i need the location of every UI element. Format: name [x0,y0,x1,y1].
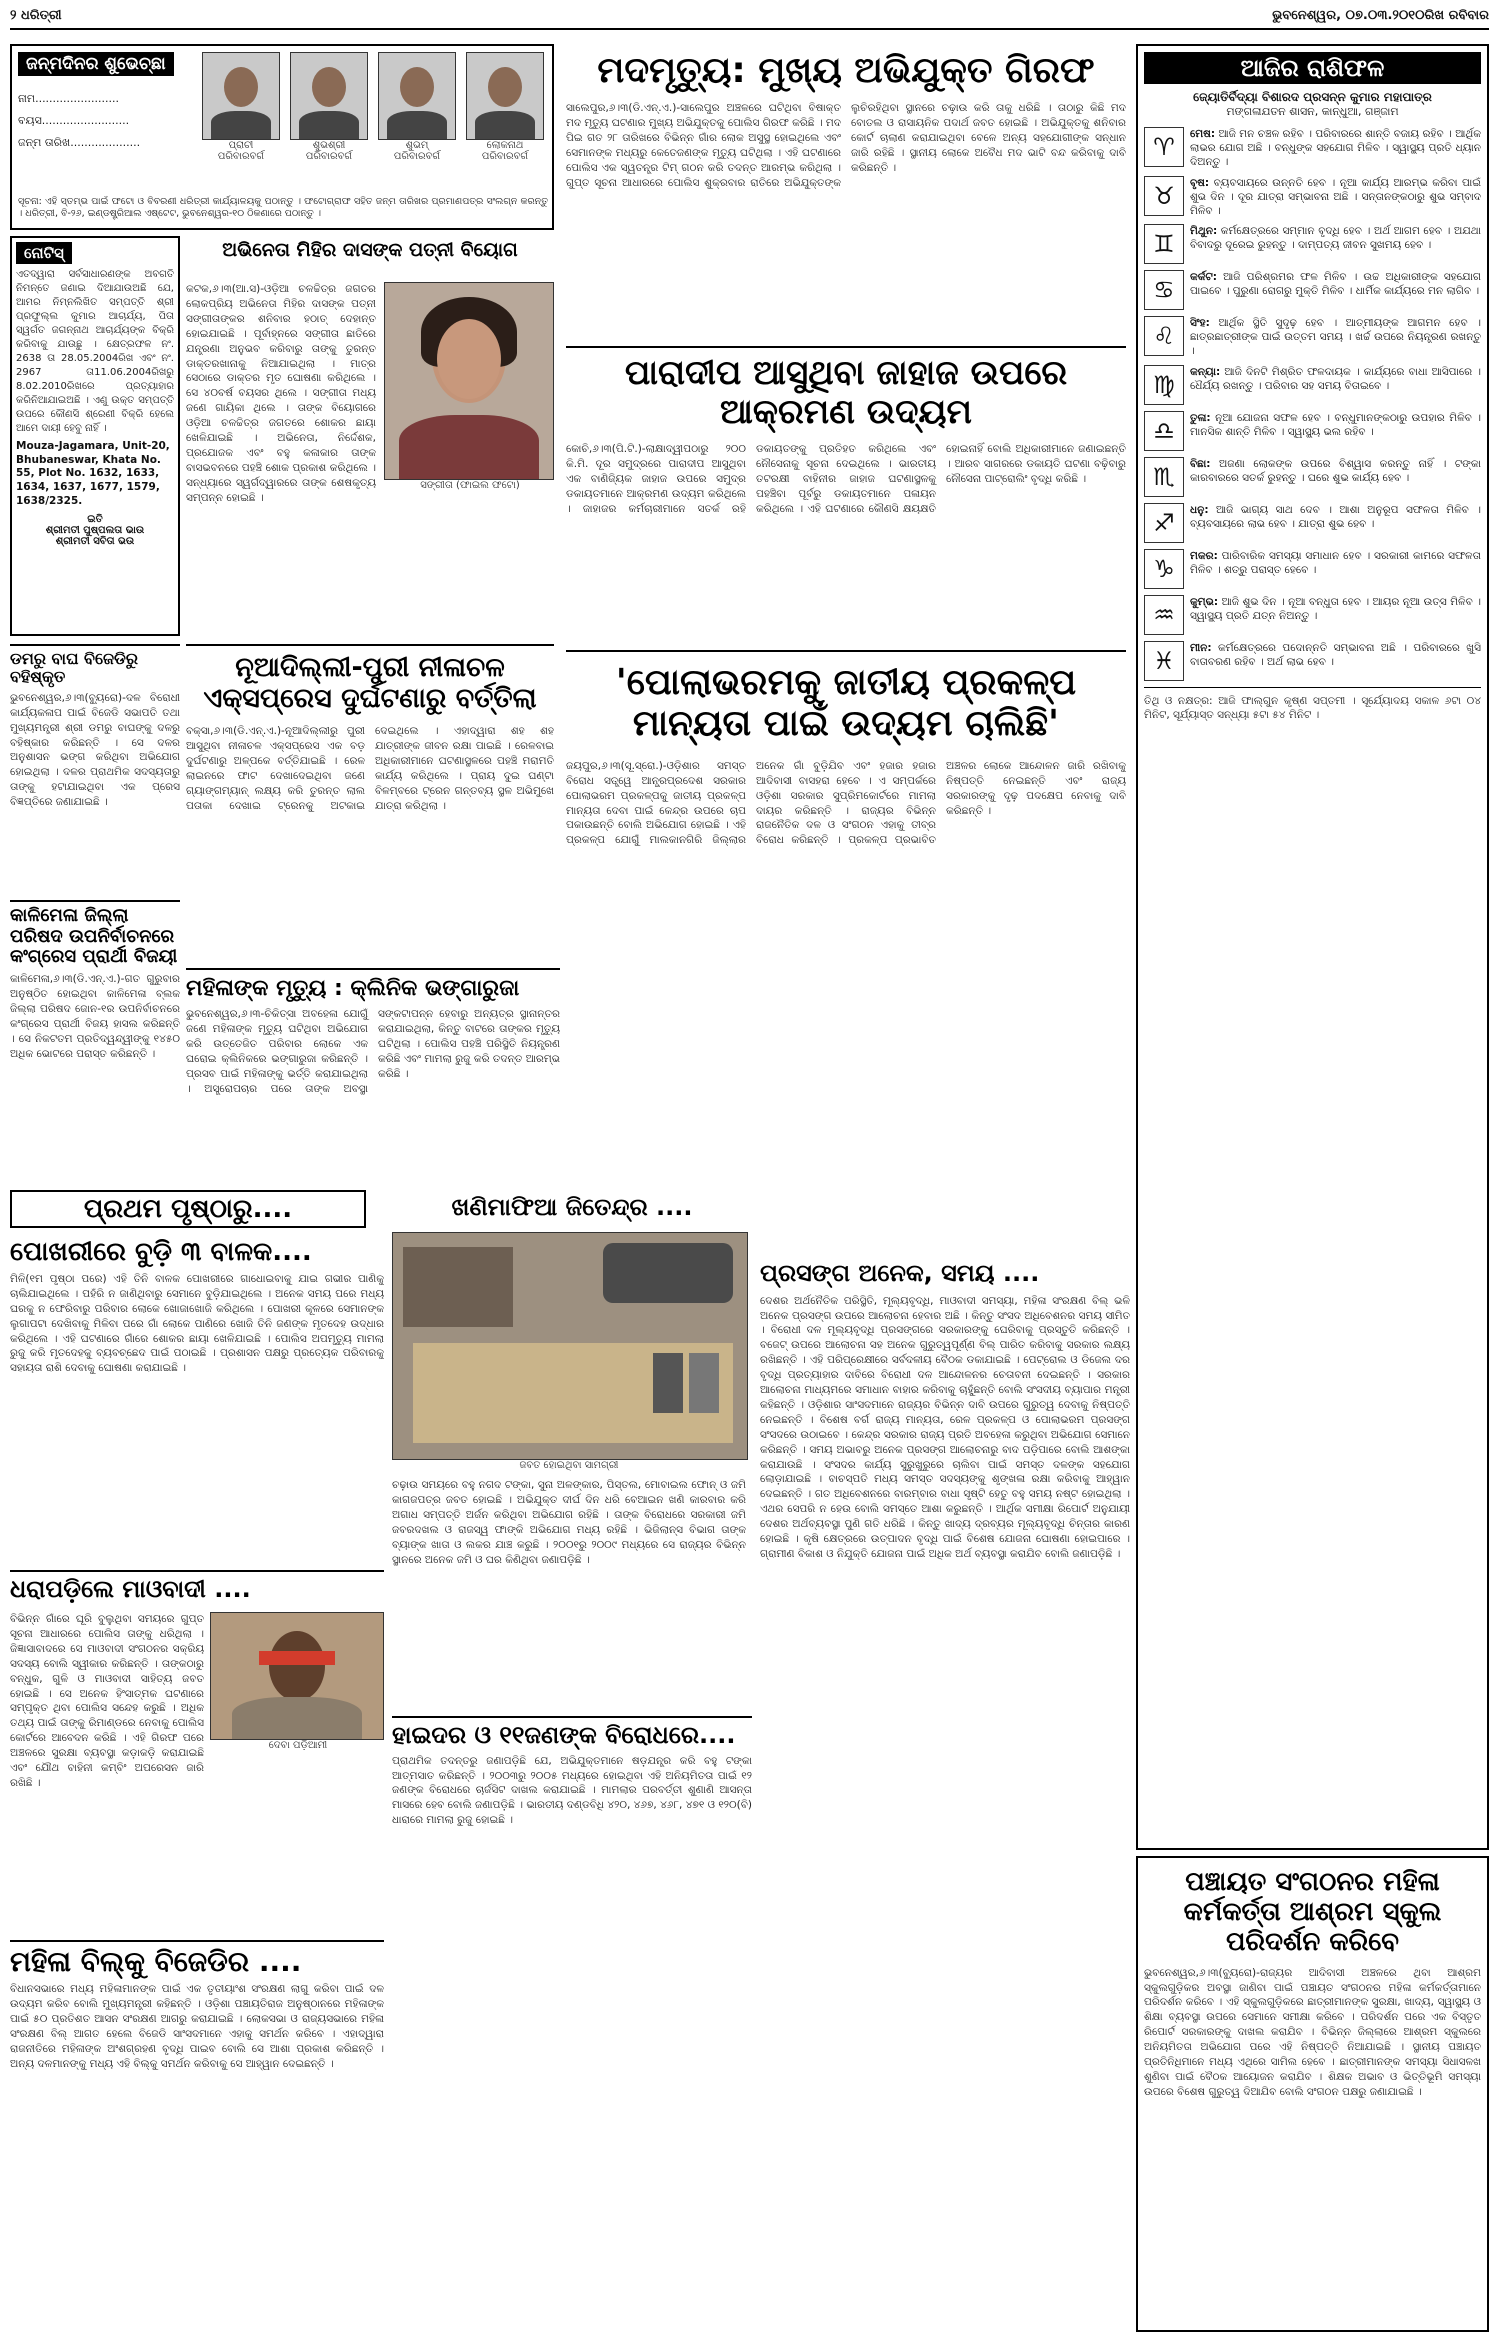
zodiac-name: ଧନୁ: [1190,503,1209,516]
zodiac-entry [1144,224,1481,264]
birthday-box [10,44,554,230]
birthday-person: ଲୋକନାଥ ପରିବାରବର୍ଗ [466,52,544,162]
zodiac-entry [1144,127,1481,170]
council-story [10,900,180,1184]
zodiac-text [1190,595,1481,635]
zodiac-text [1190,365,1481,405]
panchayat-headline: ପଞ୍ଚାୟତ ସଂଗଠନର ମହିଳା କର୍ମକର୍ତ୍ତା ଆଶ୍ରମ ସ୍କୁଲ ପରିଦର୍ଶନ କରିବେ [1183,1867,1442,1957]
birthday-note: ସୂଚନା: ଏହି ସ୍ତମ୍ଭ ପାଇଁ ଫଟୋ ଓ ବିବରଣୀ ଧରିତ୍ରୀ କାର୍ଯ୍ୟାଳୟକୁ ପଠାନ୍ତୁ । ଫଟୋଗ୍ରାଫ ସହିତ ଜନ୍ମ ତାରିଖର ପ୍ରମାଣପତ୍ର ସଂଲଗ୍ନ କରନ୍ତୁ । ଧରିତ୍ରୀ, ବି-୨୬, ଇଣ୍ଡଷ୍ଟ୍ରିଆଲ ଏଷ୍ଟେଟ, ଭୁବନେଶ୍ୱର-୧୦ ଠିକଣାରେ ପଠାନ୍ତୁ । [18,196,548,220]
zodiac-name: ସିଂହ: [1190,317,1210,330]
zodiac-text [1190,316,1481,359]
zodiac-entry [1144,365,1481,405]
zodiac-entry [1144,503,1481,543]
notice-box [10,236,180,636]
zodiac-entry [1144,270,1481,310]
actor-body: କଟକ,୬।୩(ଆ.ସ)-ଓଡ଼ିଆ ଚଳଚ୍ଚିତ୍ର ଜଗତର ଲୋକପ୍ରିୟ ଅଭିନେତା ମିହିର ଦାସଙ୍କ ପତ୍ନୀ ସଙ୍ଗୀତାଙ୍କର ଶନିବାର ହଠାତ୍ ଦେହାନ୍ତ ହୋଇଯାଇଛି । ପୂର୍ବାହ୍ନରେ ସଙ୍ଗୀତା ଛାତିରେ ଯନ୍ତ୍ରଣା ଅନୁଭବ କରିବାରୁ ତାଙ୍କୁ ତୁରନ୍ତ ଡାକ୍ତରଖାନାକୁ ନିଆଯାଇଥିଲା । ମାତ୍ର ସେଠାରେ ଡାକ୍ତର ମୃତ ଘୋଷଣା କରିଥିଲେ । ସେ ୪୦ବର୍ଷ ବୟସର ଥିଲେ । ସଙ୍ଗୀତା ମଧ୍ୟ ଜଣେ ଗାୟିକା ଥିଲେ । ତାଙ୍କ ବିୟୋଗରେ ଓଡ଼ିଆ ଚଳଚ୍ଚିତ୍ର ଜଗତରେ ଶୋକର ଛାୟା ଖେଳିଯାଇଛି । ଅଭିନେତା, ନିର୍ଦ୍ଦେଶକ, ପ୍ରଯୋଜକ ଏବଂ ବହୁ କଳାକାର ତାଙ୍କ ବାସଭବନରେ ପହଞ୍ଚି ଶୋକ ପ୍ରକାଶ କରିଥିଲେ । ସନ୍ଧ୍ୟାରେ ସ୍ୱର୍ଗଦ୍ୱାରରେ ତାଙ୍କ ଶେଷକୃତ୍ୟ ସମ୍ପନ୍ନ ହୋଇଛି । [186,283,376,504]
birthday-field-name: ନାମ........................ [18,92,119,105]
mining-photo [392,1232,748,1460]
birthday-title: ଜନ୍ମଦିନର ଶୁଭେଚ୍ଛା [18,52,174,76]
panchayat-body: ଭୁବନେଶ୍ୱର,୬।୩(ବ୍ୟୁରୋ)-ରାଜ୍ୟର ଆଦିବାସୀ ଅଞ୍ଚଳରେ ଥିବା ଆଶ୍ରମ ସ୍କୁଲଗୁଡ଼ିକର ଅବସ୍ଥା ଜାଣିବା ପାଇଁ ପଞ୍ଚାୟତ ସଂଗଠନର ମହିଳା କର୍ମକର୍ତ୍ତାମାନେ ପରିଦର୍ଶନ କରିବେ । ଏହି ସ୍କୁଲଗୁଡ଼ିକରେ ଛାତ୍ରୀମାନଙ୍କ ସୁରକ୍ଷା, ଖାଦ୍ୟ, ସ୍ୱାସ୍ଥ୍ୟ ଓ ଶିକ୍ଷା ବ୍ୟବସ୍ଥା ଉପରେ ସେମାନେ ସମୀକ୍ଷା କରିବେ । ପରିଦର୍ଶନ ପରେ ଏକ ବିସ୍ତୃତ ରିପୋର୍ଟ ସରକାରଙ୍କୁ ଦାଖଲ କରାଯିବ । ବିଭିନ୍ନ ଜିଲ୍ଲାରେ ଆଶ୍ରମ ସ୍କୁଲରେ ଅନିୟମିତତା ଅଭିଯୋଗ ପରେ ଏହି ନିଷ୍ପତ୍ତି ନିଆଯାଇଛି । ସ୍ଥାନୀୟ ପଞ୍ଚାୟତ ପ୍ରତିନିଧିମାନେ ମଧ୍ୟ ଏଥିରେ ସାମିଲ ହେବେ । ଛାତ୍ରୀମାନଙ୍କ ସମସ୍ୟା ସିଧାସଳଖ ଶୁଣିବା ପାଇଁ ବୈଠକ ଆୟୋଜନ କରାଯିବ । ଶିକ୍ଷକ ଅଭାବ ଓ ଭିତ୍ତିଭୂମି ସମସ୍ୟା ଉପରେ ବିଶେଷ ଗୁରୁତ୍ୱ ଦିଆଯିବ ବୋଲି ସଂଗଠନ ପକ୍ଷରୁ ଜଣାଯାଇଛି । [1144,1966,1481,2098]
maoist-headline: ଧରାପଡ଼ିଲେ ମାଓବାଦୀ .... [10,1575,251,1603]
birthday-photo [290,52,368,140]
woman-death-story [186,968,560,1184]
drowning-headline: ପୋଖରୀରେ ବୁଡ଼ି ୩ ବାଳକ.... [10,1237,312,1267]
zodiac-entry [1144,549,1481,589]
maoist-body: ବିଭିନ୍ନ ଗାଁରେ ଘୂରି ବୁଲୁଥିବା ସମୟରେ ଗୁପ୍ତ ସୂଚନା ଆଧାରରେ ପୋଲିସ ତାଙ୍କୁ ଧରିଥିଲା । ଜିଜ୍ଞାସାବାଦରେ ସେ ମାଓବାଦୀ ସଂଗଠନର ସକ୍ରିୟ ସଦସ୍ୟ ବୋଲି ସ୍ୱୀକାର କରିଛନ୍ତି । ତାଙ୍କଠାରୁ ବନ୍ଧୁକ, ଗୁଳି ଓ ମାଓବାଦୀ ସାହିତ୍ୟ ଜବତ ହୋଇଛି । ସେ ଅନେକ ହିଂସାତ୍ମକ ଘଟଣାରେ ସମ୍ପୃକ୍ତ ଥିବା ପୋଲିସ ସନ୍ଦେହ କରୁଛି । ଅଧିକ ତଥ୍ୟ ପାଇଁ ତାଙ୍କୁ ରିମାଣ୍ଡରେ ନେବାକୁ ପୋଲିସ କୋର୍ଟରେ ଆବେଦନ କରିଛି । ଏହି ଗିରଫ ପରେ ଅଞ୍ଚଳରେ ସୁରକ୍ଷା ବ୍ୟବସ୍ଥା କଡ଼ାକଡ଼ି କରାଯାଇଛି ଏବଂ ଯୌଥ ବାହିନୀ କମ୍ବିଂ ଅପରେସନ ଜାରି ରଖିଛି । [10,1613,204,1789]
zodiac-name: ତୁଳା: [1190,411,1211,424]
actor-headline: ଅଭିନେତା ମିହିର ଦାସଙ୍କ ପତ୍ନୀ ବିୟୋଗ [222,239,518,261]
zodiac-name: ମକର: [1190,549,1218,562]
zodiac-name: ବୃଷ: [1190,176,1210,189]
zodiac-prediction: ଆଜି ଦିନଟି ମିଶ୍ରିତ ଫଳଦାୟକ । କାର୍ଯ୍ୟରେ ବାଧା ଆସିପାରେ । ଧୈର୍ଯ୍ୟ ରଖନ୍ତୁ । ପରିବାର ସହ ସମୟ ବିତାଇବେ । [1190,365,1482,392]
context-story [760,1190,1130,2332]
zodiac-text [1190,127,1481,170]
woman-death-headline: ମହିଳାଙ୍କ ମୃତ୍ୟୁ : କ୍ଲିନିକ ଭଙ୍ଗାରୁଜା [186,976,520,1001]
notice-signature: ଇତି ଶ୍ରୀମତୀ ପୁଷ୍ପଲତା ଭାଉ ଶ୍ରୀମତୀ ସବିତା ଭଉ [45,514,145,548]
zodiac-name: ବିଛା: [1190,457,1211,470]
hyder-body: ପ୍ରାଥମିକ ତଦନ୍ତରୁ ଜଣାପଡ଼ିଛି ଯେ, ଅଭିଯୁକ୍ତମାନେ ଷଡ଼ଯନ୍ତ୍ର କରି ବହୁ ଟଙ୍କା ଆତ୍ମସାତ କରିଛନ୍ତି । ୨୦୦୩ରୁ ୨୦୦୫ ମଧ୍ୟରେ ହୋଇଥିବା ଏହି ଅନିୟମିତତା ପାଇଁ ୧୨ ଜଣଙ୍କ ବିରୋଧରେ ଚାର୍ଜସିଟ ଦାଖଲ କରାଯାଇଛି । ମାମଲାର ପରବର୍ତ୍ତୀ ଶୁଣାଣି ଆସନ୍ତା ମାସରେ ହେବ ବୋଲି ଜଣାପଡ଼ିଛି । ଭାରତୀୟ ଦଣ୍ଡବିଧି ୪୨୦, ୪୬୭, ୪୬୮, ୪୭୧ ଓ ୧୨୦(ବି) ଧାରାରେ ମାମଲା ରୁଜୁ ହୋଇଛି । [392,1754,752,1827]
panchayat-story [1136,1856,1489,2332]
zodiac-sign-icon: ♏ [1144,457,1184,497]
zodiac-name: ମୀନ: [1190,641,1212,654]
mining-photo-caption: ଜବତ ହୋଇଥିବା ସାମଗ୍ରୀ [519,1460,619,1471]
zodiac-sign-icon: ♊ [1144,224,1184,264]
page-date: ଭୁବନେଶ୍ୱର, ୦୭.୦୩.୨୦୧୦ରିଖ ରବିବାର [1272,8,1489,23]
birthday-person: ଶୁଭଶ୍ରୀ ପରିବାରବର୍ଗ [290,52,368,162]
zodiac-sign-icon: ♓ [1144,641,1184,681]
zodiac-prediction: ଆଜି ଭାଗ୍ୟ ସାଥ ଦେବ । ଆଶା ଅନୁରୂପ ସଫଳତା ମିଳିବ । ବ୍ୟବସାୟରେ ଲାଭ ହେବ । ଯାତ୍ରା ଶୁଭ ହେବ । [1190,503,1481,530]
hyder-headline: ହାଇଦର ଓ ୧୧ଜଣଙ୍କ ବିରୋଧରେ.... [392,1721,736,1749]
express-headline: ନୂଆଦିଲ୍ଲୀ-ପୁରୀ ନୀଳାଚଳ ଏକ୍ସପ୍ରେସ ଦୁର୍ଘଟଣାରୁ ବର୍ତ୍ତିଲା [203,652,537,715]
zodiac-sign-icon: ♐ [1144,503,1184,543]
zodiac-entry [1144,176,1481,219]
horoscope-address: ମଙ୍ଗଳାଯତନ ଶାସନ, କାନ୍ଧୁଆ, ଗଞ୍ଜାମ [1226,105,1399,118]
zodiac-prediction: ବ୍ୟବସାୟରେ ଉନ୍ନତି ହେବ । ନୂଆ କାର୍ଯ୍ୟ ଆରମ୍ଭ କରିବା ପାଇଁ ଶୁଭ ଦିନ । ଦୂର ଯାତ୍ରା ସମ୍ଭାବନା ଅଛି । ସନ୍ତାନଙ୍କଠାରୁ ଶୁଭ ସମ୍ବାଦ ମିଳିବ । [1190,176,1481,217]
zodiac-sign-icon: ♒ [1144,595,1184,635]
zodiac-sign-icon: ♌ [1144,316,1184,356]
zodiac-prediction: ନୂଆ ଯୋଜନା ସଫଳ ହେବ । ବନ୍ଧୁମାନଙ୍କଠାରୁ ଉପହାର ମିଳିବ । ମାନସିକ ଶାନ୍ତି ମିଳିବ । ସ୍ୱାସ୍ଥ୍ୟ ଭଲ ରହିବ । [1190,411,1481,438]
maoist-story [10,1570,384,1934]
zodiac-prediction: ଆଜି ପରିଶ୍ରମର ଫଳ ମିଳିବ । ଉଚ୍ଚ ଅଧିକାରୀଙ୍କ ସହଯୋଗ ପାଇବେ । ପୁରୁଣା ରୋଗରୁ ମୁକ୍ତି ମିଳିବ । ଧାର୍ମିକ କାର୍ଯ୍ୟରେ ମନ ଲାଗିବ । [1190,271,1481,298]
zodiac-sign-icon: ♋ [1144,270,1184,310]
tiger-headline: ଡମରୁ ବାଘ ବିଜେଡିରୁ ବହିଷ୍କୃତ [10,649,139,687]
page-header [10,6,1489,30]
zodiac-sign-icon: ♍ [1144,365,1184,405]
woman-death-body: ଭୁବନେଶ୍ୱର,୬।୩-ଚିକିତ୍ସା ଅବହେଳା ଯୋଗୁଁ ଜଣେ ମହିଳାଙ୍କ ମୃତ୍ୟୁ ଘଟିଥିବା ଅଭିଯୋଗ କରି ଉତ୍ତେଜିତ ପରିବାର ଲୋକେ ଏକ ଘରୋଇ କ୍ଲିନିକରେ ଭଙ୍ଗାରୁଜା କରିଛନ୍ତି । ପ୍ରସବ ପାଇଁ ମହିଳାଙ୍କୁ ଭର୍ତ୍ତି କରାଯାଇଥିଲା । ଅସ୍ତ୍ରୋପଚାର ପରେ ତାଙ୍କ ଅବସ୍ଥା ସଙ୍କଟାପନ୍ନ ହେବାରୁ ଅନ୍ୟତ୍ର ସ୍ଥାନାନ୍ତର କରାଯାଇଥିଲା, କିନ୍ତୁ ବାଟରେ ତାଙ୍କର ମୃତ୍ୟୁ ଘଟିଥିଲା । ପୋଲିସ ପହଞ୍ଚି ପରିସ୍ଥିତି ନିୟନ୍ତ୍ରଣ କରିଛି ଏବଂ ମାମଲା ରୁଜୁ କରି ତଦନ୍ତ ଆରମ୍ଭ କରିଛି । [186,1008,560,1095]
actor-photo-caption: ସଙ୍ଗୀତା (ଫାଇଲ ଫଟୋ) [420,480,520,491]
zodiac-entry [1144,411,1481,451]
mining-story [392,1190,752,1710]
tiger-story [10,644,180,894]
zodiac-text [1190,457,1481,497]
zodiac-text [1190,503,1481,543]
zodiac-prediction: ଆଜି ମନ ଚଞ୍ଚଳ ରହିବ । ପରିବାରରେ ଶାନ୍ତି ବଜାୟ ରହିବ । ଆର୍ଥିକ ଲାଭର ଯୋଗ ଅଛି । ବନ୍ଧୁଙ୍କ ସହଯୋଗ ମିଳିବ । ସ୍ୱାସ୍ଥ୍ୟ ପ୍ରତି ଧ୍ୟାନ ଦିଅନ୍ତୁ । [1190,128,1481,169]
zodiac-name: କନ୍ୟା: [1190,365,1221,378]
birthday-person: ଶୁଭମ୍ ପରିବାରବର୍ଗ [378,52,456,162]
tiger-body: ଭୁବନେଶ୍ୱର,୬।୩(ବ୍ୟୁରୋ)-ଦଳ ବିରୋଧୀ କାର୍ଯ୍ୟକଳାପ ପାଇଁ ବିଜେଡି ସଭାପତି ତଥା ମୁଖ୍ୟମନ୍ତ୍ରୀ ଶ୍ରୀ ଡମରୁ ବାଘଙ୍କୁ ଦଳରୁ ବହିଷ୍କାର କରିଛନ୍ତି । ସେ ଦଳର ଅନୁଶାସନ ଭଙ୍ଗ କରିଥିବା ଅଭିଯୋଗ ହୋଇଥିଲା । ଦଳର ପ୍ରାଥମିକ ସଦସ୍ୟତାରୁ ତାଙ୍କୁ ହଟାଯାଇଥିବା ଏକ ପ୍ରେସ ବିଜ୍ଞପ୍ତିରେ ଜଣାଯାଇଛି । [10,691,180,809]
drowning-body: ମିଳି(୧ମ ପୃଷ୍ଠା ପରେ) ଏହି ତିନି ବାଳକ ପୋଖରୀରେ ଗାଧୋଇବାକୁ ଯାଇ ଗଭୀର ପାଣିକୁ ଚାଲିଯାଇଥିଲେ । ପହଁରି ନ ଜାଣିଥିବାରୁ ସେମାନେ ବୁଡ଼ିଯାଇଥିଲେ । ଅନେକ ସମୟ ପରେ ମଧ୍ୟ ଘରକୁ ନ ଫେରିବାରୁ ପରିବାର ଲୋକେ ଖୋଜାଖୋଜି କରିଥିଲେ । ପୋଖରୀ କୂଳରେ ସେମାନଙ୍କ ଲୁଗାପଟା ଦେଖିବାକୁ ମିଳିବା ପରେ ଗାଁ ଲୋକେ ପାଣିରେ ଖୋଜି ତିନି ଜଣଙ୍କ ମୃତଦେହ ଉଦ୍ଧାର କରିଥିଲେ । ଏହି ଘଟଣାରେ ଗାଁରେ ଶୋକର ଛାୟା ଖେଳିଯାଇଛି । ପୋଲିସ ଅପମୃତ୍ୟୁ ମାମଲା ରୁଜୁ କରି ମୃତଦେହକୁ ବ୍ୟବଚ୍ଛେଦ ପାଇଁ ପଠାଇଛି । ପ୍ରଶାସନ ପକ୍ଷରୁ ପ୍ରତ୍ୟେକ ପରିବାରକୁ ସହାୟତା ରାଶି ଦେବାକୁ ଘୋଷଣା କରାଯାଇଛି । [10,1272,384,1375]
council-headline: କାଳିମେଳା ଜିଲ୍ଲା ପରିଷଦ ଉପନିର୍ବାଚନରେ କଂଗ୍ରେସ ପ୍ରାର୍ଥୀ ବିଜୟୀ [10,905,178,968]
page-number: ୨ ଧରିତ୍ରୀ [10,8,62,23]
front-page-label: ପ୍ରଥମ ପୃଷ୍ଠାରୁ.... [83,1194,293,1224]
zodiac-prediction: ଆର୍ଥିକ ସ୍ଥିତି ସୁଦୃଢ଼ ହେବ । ଆତ୍ମୀୟଙ୍କ ଆଗମନ ହେବ । ଛାତ୍ରଛାତ୍ରୀଙ୍କ ପାଇଁ ଉତ୍ତମ ସମୟ । ଖର୍ଚ୍ଚ ଉପରେ ନିୟନ୍ତ୍ରଣ ରଖନ୍ତୁ । [1190,317,1481,358]
polavaram-headline: 'ପୋଲାଭରମକୁ ଜାତୀୟ ପ୍ରକଳ୍ପ ମାନ୍ୟତା ପାଇଁ ଉଦ୍ୟମ ଚାଲିଛି' [615,662,1077,745]
express-body: ବକ୍ସା,୬।୩(ଡି.ଏନ୍.ଏ.)-ନୂଆଦିଲ୍ଲୀରୁ ପୁରୀ ଆସୁଥିବା ନୀଳାଚଳ ଏକ୍ସପ୍ରେସ ଏକ ବଡ଼ ଦୁର୍ଘଟଣାରୁ ଅଳ୍ପକେ ବର୍ତ୍ତିଯାଇଛି । ରେଳ ଲାଇନରେ ଫାଟ ଦେଖାଦେଇଥିବା ଜଣେ ଗ୍ୟାଙ୍ଗମ୍ୟାନ୍ ଲକ୍ଷ୍ୟ କରି ତୁରନ୍ତ ଲାଲ ପତାକା ଦେଖାଇ ଟ୍ରେନକୁ ଅଟକାଇ ଦେଇଥିଲେ । ଏହାଦ୍ୱାରା ଶହ ଶହ ଯାତ୍ରୀଙ୍କ ଜୀବନ ରକ୍ଷା ପାଇଛି । ରେଳବାଇ ଅଧିକାରୀମାନେ ଘଟଣାସ୍ଥଳରେ ପହଞ୍ଚି ମରାମତି କାର୍ଯ୍ୟ କରିଥିଲେ । ପ୍ରାୟ ଦୁଇ ଘଣ୍ଟା ବିଳମ୍ବରେ ଟ୍ରେନ ଗନ୍ତବ୍ୟ ସ୍ଥଳ ଅଭିମୁଖେ ଯାତ୍ରା କରିଥିଲା । [186,725,554,812]
zodiac-entry [1144,595,1481,635]
notice-body: ଏତଦ୍ୱାରା ସର୍ବସାଧାରଣଙ୍କ ଅବଗତି ନିମନ୍ତେ ଜଣାଇ ଦିଆଯାଉଅଛି ଯେ, ଆମର ନିମ୍ନଲିଖିତ ସମ୍ପତ୍ତି ଶ୍ରୀ ପ୍ରଫୁଲ୍ଲ କୁମାର ଆଚାର୍ଯ୍ୟ, ପିତା ସ୍ୱର୍ଗତ ଜଗନ୍ନାଥ ଆଚାର୍ଯ୍ୟଙ୍କ ବିକ୍ରି କରିବାକୁ ଯାଉଛୁ । କ୍ଷେତ୍ରଫଳ ନଂ. 2638 ତା 28.05.2004ରିଖ ଏବଂ ନଂ. 2967 ତା11.06.2004ରିଖରୁ 8.02.2010ରିଖରେ ପ୍ରତ୍ୟାହାର କରିନିଆଯାଇଅଛି । ଏଣୁ ଉକ୍ତ ସମ୍ପତ୍ତି ଉପରେ କୌଣସି ଶ୍ରେଣୀ ବିକ୍ରି ହେଲେ ଆମେ ଦାୟୀ ହେବୁ ନାହିଁ । [16,269,174,434]
maoist-photo [210,1612,384,1740]
birthday-field-age: ବୟସ......................... [18,114,130,127]
zodiac-sign-icon: ♎ [1144,411,1184,451]
notice-title: ନୋଟିସ୍ [16,242,72,264]
paradip-headline: ପାରାଦୀପ ଆସୁଥିବା ଜାହାଜ ଉପରେ ଆକ୍ରମଣ ଉଦ୍ୟମ [624,353,1068,433]
maoist-photo-caption: ଦେବା ପଡ଼ିଆମୀ [268,1740,328,1751]
council-body: କାଳିମେଳା,୬।୩(ଡି.ଏନ୍.ଏ.)-ଗତ ଗୁରୁବାର ଅନୁଷ୍ଠିତ ହୋଇଥିବା କାଳିମେଳା ବ୍ଲକ ଜିଲ୍ଲା ପରିଷଦ ଜୋନ-୧ର ଉପନିର୍ବାଚନରେ କଂଗ୍ରେସ ପ୍ରାର୍ଥୀ ବିଜୟ ହାସଲ କରିଛନ୍ତି । ସେ ନିକଟତମ ପ୍ରତିଦ୍ୱନ୍ଦ୍ୱୀଙ୍କୁ ୧୪୫୦ ଅଧିକ ଭୋଟରେ ପରାସ୍ତ କରିଛନ୍ତି । [10,973,180,1060]
zodiac-name: କର୍କଟ: [1190,271,1217,284]
zodiac-name: ମେଷ: [1190,128,1216,140]
main-story [566,44,1126,342]
zodiac-prediction: କର୍ମକ୍ଷେତ୍ରରେ ପଦୋନ୍ନତି ସମ୍ଭାବନା ଅଛି । ପରିବାରରେ ଖୁସି ବାତାବରଣ ରହିବ । ଅର୍ଥ ଲାଭ ହେବ । [1190,641,1481,668]
paradip-story [566,346,1126,644]
zodiac-text [1190,176,1481,219]
zodiac-entry [1144,457,1481,497]
paradip-body: କୋଚି,୬।୩(ପି.ଟି.)-ଲାକ୍ଷାଦ୍ୱୀପଠାରୁ ୨୦୦ କି.ମି. ଦୂର ସମୁଦ୍ରରେ ପାରାଦୀପ ଆସୁଥିବା ଏକ ବାଣିଜ୍ୟିକ ଜାହାଜ ଉପରେ ସମୁଦ୍ର ଡକାୟତମାନେ ଆକ୍ରମଣ ଉଦ୍ୟମ କରିଥିଲେ । ଜାହାଜର କର୍ମଚାରୀମାନେ ସତର୍କ ରହି ଡକାୟତଙ୍କୁ ପ୍ରତିହତ କରିଥିଲେ ଏବଂ ନୌସେନାକୁ ସୂଚନା ଦେଇଥିଲେ । ଭାରତୀୟ ତଟରକ୍ଷୀ ବାହିନୀର ଜାହାଜ ଘଟଣାସ୍ଥଳକୁ ପହଞ୍ଚିବା ପୂର୍ବରୁ ଡକାୟତମାନେ ପଳାୟନ କରିଥିଲେ । ଏହି ଘଟଣାରେ କୌଣସି କ୍ଷୟକ୍ଷତି ହୋଇନାହିଁ ବୋଲି ଅଧିକାରୀମାନେ ଜଣାଇଛନ୍ତି । ଆରବ ସାଗରରେ ଡକାୟତି ଘଟଣା ବଢ଼ିବାରୁ ନୌସେନା ପାଟ୍ରୋଲିଂ ବୃଦ୍ଧି କରିଛି । [566,443,1126,515]
women-bill-story [10,1940,384,2332]
zodiac-name: ମିଥୁନ: [1190,225,1218,238]
birthday-photo [466,52,544,140]
zodiac-text [1190,224,1481,264]
zodiac-prediction: କର୍ମକ୍ଷେତ୍ରରେ ସମ୍ମାନ ବୃଦ୍ଧି ହେବ । ଅର୍ଥ ଆଗମ ହେବ । ଅଯଥା ବିବାଦରୁ ଦୂରେଇ ରୁହନ୍ତୁ । ଦାମ୍ପତ୍ୟ ଜୀବନ ସୁଖମୟ ହେବ । [1190,225,1481,252]
zodiac-prediction: ଆଜି ଶୁଭ ଦିନ । ନୂଆ ବନ୍ଧୁତା ହେବ । ଆୟର ନୂଆ ଉତ୍ସ ମିଳିବ । ସ୍ୱାସ୍ଥ୍ୟ ପ୍ରତି ଯତ୍ନ ନିଅନ୍ତୁ । [1190,595,1481,622]
notice-address: Mouza-Jagamara, Unit-20, Bhubaneswar, Khata No. 55, Plot No. 1632, 1633, 1634, 1637, 1677, 1579, 1638/2325. [16,440,170,507]
zodiac-text [1190,549,1481,589]
birthday-photo [202,52,280,140]
zodiac-sign-icon: ♉ [1144,176,1184,216]
women-bill-headline: ମହିଳା ବିଲ୍‌କୁ ବିଜେଡିର .... [10,1945,302,1978]
main-headline: ମଦମୃତ୍ୟୁ: ମୁଖ୍ୟ ଅଭିଯୁକ୍ତ ଗିରଫ [597,50,1095,91]
zodiac-sign-icon: ♑ [1144,549,1184,589]
main-body: ସାଲେପୁର,୬।୩(ଡି.ଏନ୍.ଏ.)-ସାଲେପୁର ଅଞ୍ଚଳରେ ଘଟିଥିବା ବିଷାକ୍ତ ମଦ ମୃତ୍ୟୁ ଘଟଣାର ମୁଖ୍ୟ ଅଭିଯୁକ୍ତକୁ ପୋଲିସ ଗିରଫ କରିଛି । ମଦ ପିଇ ଗତ ୨୮ ତାରିଖରେ ବିଭିନ୍ନ ଗାଁର ଲୋକ ଅସୁସ୍ଥ ହୋଇଥିଲେ ଏବଂ ସେମାନଙ୍କ ମଧ୍ୟରୁ କେତେଜଣଙ୍କ ମୃତ୍ୟୁ ଘଟିଥିଲା । ଏହି ଘଟଣାରେ ପୋଲିସ ଏକ ସ୍ୱତନ୍ତ୍ର ଟିମ୍ ଗଠନ କରି ତଦନ୍ତ ଆରମ୍ଭ କରିଥିଲା । ଗୁପ୍ତ ସୂଚନା ଆଧାରରେ ପୋଲିସ ଶୁକ୍ରବାର ରାତିରେ ଅଭିଯୁକ୍ତଙ୍କ ଲୁଚିରହିଥିବା ସ୍ଥାନରେ ଚଢ଼ାଉ କରି ତାକୁ ଧରିଛି । ତାଠାରୁ କିଛି ମଦ ବୋତଲ ଓ ରାସାୟନିକ ପଦାର୍ଥ ଜବତ ହୋଇଛି । ଅଭିଯୁକ୍ତକୁ ଶନିବାର କୋର୍ଟ ଚାଲାଣ କରାଯାଇଥିବା ବେଳେ ଅନ୍ୟ ସହଯୋଗୀଙ୍କ ସନ୍ଧାନ ଜାରି ରହିଛି । ସ୍ଥାନୀୟ ଲୋକେ ଅବୈଧ ମଦ ଭାଟି ବନ୍ଦ କରିବାକୁ ଦାବି କରିଛନ୍ତି । [566,102,1126,189]
zodiac-prediction: ପାରିବାରିକ ସମସ୍ୟା ସମାଧାନ ହେବ । ସରକାରୀ କାମରେ ସଫଳତା ମିଳିବ । ଶତ୍ରୁ ପରାସ୍ତ ହେବେ । [1190,549,1481,576]
mining-headline: ଖଣିମାଫିଆ ଜିତେନ୍ଦ୍ର .... [451,1193,693,1221]
women-bill-body: ବିଧାନସଭାରେ ମଧ୍ୟ ମହିଳାମାନଙ୍କ ପାଇଁ ଏକ ତୃତୀୟାଂଶ ସଂରକ୍ଷଣ ଲାଗୁ କରିବା ପାଇଁ ଦଳ ଉଦ୍ୟମ କରିବ ବୋଲି ମୁଖ୍ୟମନ୍ତ୍ରୀ କହିଛନ୍ତି । ଓଡ଼ିଶା ପଞ୍ଚାୟତିରାଜ ଅନୁଷ୍ଠାନରେ ମହିଳାଙ୍କ ପାଇଁ ୫୦ ପ୍ରତିଶତ ଆସନ ସଂରକ୍ଷଣ ଆଗରୁ କରାଯାଇଛି । ଲୋକସଭା ଓ ରାଜ୍ୟସଭାରେ ମହିଳା ସଂରକ୍ଷଣ ବିଲ୍ ଆଗତ ହେଲେ ବିଜେଡି ସାଂସଦମାନେ ଏହାକୁ ସମର୍ଥନ କରିବେ । ଏହାଦ୍ୱାରା ରାଜନୀତିରେ ମହିଳାଙ୍କ ଅଂଶଗ୍ରହଣ ବୃଦ୍ଧି ପାଇବ ବୋଲି ସେ ଆଶା ପ୍ରକାଶ କରିଛନ୍ତି । ଅନ୍ୟ ଦଳମାନଙ୍କୁ ମଧ୍ୟ ଏହି ବିଲ୍‌କୁ ସମର୍ଥନ କରିବାକୁ ସେ ଆହ୍ୱାନ ଦେଇଛନ୍ତି । [10,1983,384,2070]
polavaram-story [566,650,1126,1184]
express-story [186,644,554,964]
horoscope-footer: ତିଥି ଓ ନକ୍ଷତ୍ର: ଆଜି ଫାଲ୍ଗୁନ କୃଷ୍ଣ ସପ୍ତମୀ । ସୂର୍ଯ୍ୟୋଦୟ ସକାଳ ୬ଟା ୦୪ ମିନିଟ, ସୂର୍ଯ୍ୟାସ୍ତ ସନ୍ଧ୍ୟା ୫ଟା ୫୪ ମିନିଟ । [1144,687,1481,724]
zodiac-name: କୁମ୍ଭ: [1190,595,1219,608]
zodiac-text [1190,411,1481,451]
zodiac-entry [1144,641,1481,681]
zodiac-text [1190,641,1481,681]
hyder-story [392,1716,752,2332]
context-headline: ପ୍ରସଙ୍ଗ ଅନେକ, ସମୟ .... [760,1259,1040,1287]
zodiac-sign-icon: ♈ [1144,127,1184,167]
front-page-label-box [10,1190,366,1228]
zodiac-entry [1144,316,1481,359]
horoscope-author: ଜ୍ୟୋତିର୍ବିଦ୍ୟା ବିଶାରଦ ପ୍ରସନ୍ନ କୁମାର ମହାପାତ୍ର [1193,90,1432,104]
drowning-story [10,1234,384,1564]
birthday-photo [378,52,456,140]
actor-photo [384,282,554,480]
polavaram-body: ଜୟପୁର,୬।୩(ସୂ.ସ୍ରୋ.)-ଓଡ଼ିଶାର ସମସ୍ତ ବିରୋଧ ସତ୍ତ୍ୱେ ଆନ୍ଧ୍ରପ୍ରଦେଶ ସରକାର ପୋଲାଭରମ ପ୍ରକଳ୍ପକୁ ଜାତୀୟ ପ୍ରକଳ୍ପ ମାନ୍ୟତା ଦେବା ପାଇଁ କେନ୍ଦ୍ର ଉପରେ ଚାପ ପକାଉଛନ୍ତି ବୋଲି ଅଭିଯୋଗ ହୋଇଛି । ଏହି ପ୍ରକଳ୍ପ ଯୋଗୁଁ ମାଲକାନଗିରି ଜିଲ୍ଲାର ଅନେକ ଗାଁ ବୁଡ଼ିଯିବ ଏବଂ ହଜାର ହଜାର ଆଦିବାସୀ ବାସହରା ହେବେ । ଏ ସମ୍ପର୍କରେ ଓଡ଼ିଶା ସରକାର ସୁପ୍ରିମକୋର୍ଟରେ ମାମଲା ଦାୟର କରିଛନ୍ତି । ରାଜ୍ୟର ବିଭିନ୍ନ ରାଜନୈତିକ ଦଳ ଓ ସଂଗଠନ ଏହାକୁ ତୀବ୍ର ବିରୋଧ କରିଛନ୍ତି । ପ୍ରକଳ୍ପ ପ୍ରଭାବିତ ଅଞ୍ଚଳର ଲୋକେ ଆନ୍ଦୋଳନ ଜାରି ରଖିବାକୁ ନିଷ୍ପତ୍ତି ନେଇଛନ୍ତି ଏବଂ ରାଜ୍ୟ ସରକାରଙ୍କୁ ଦୃଢ଼ ପଦକ୍ଷେପ ନେବାକୁ ଦାବି କରିଛନ୍ତି । [566,759,1126,847]
birthday-field-dob: ଜନ୍ମ ତାରିଖ.................... [18,136,141,149]
actor-story [186,236,554,636]
horoscope-title: ଆଜିର ରାଶିଫଳ [1144,52,1481,84]
zodiac-prediction: ଅଜଣା ଲୋକଙ୍କ ଉପରେ ବିଶ୍ୱାସ କରନ୍ତୁ ନାହିଁ । ଟଙ୍କା କାରବାରରେ ସତର୍କ ରୁହନ୍ତୁ । ଘରେ ଶୁଭ କାର୍ଯ୍ୟ ହେବ । [1190,457,1481,484]
context-body: ଦେଶର ଅର୍ଥନୈତିକ ପରିସ୍ଥିତି, ମୂଲ୍ୟବୃଦ୍ଧି, ମାଓବାଦୀ ସମସ୍ୟା, ମହିଳା ସଂରକ୍ଷଣ ବିଲ୍ ଭଳି ଅନେକ ପ୍ରସଙ୍ଗ ଉପରେ ଆଲୋଚନା ହେବାର ଅଛି । କିନ୍ତୁ ସଂସଦ ଅଧିବେଶନର ସମୟ ସୀମିତ । ବିରୋଧୀ ଦଳ ମୂଲ୍ୟବୃଦ୍ଧି ପ୍ରସଙ୍ଗରେ ସରକାରଙ୍କୁ ଘେରିବାକୁ ପ୍ରସ୍ତୁତି କରିଛନ୍ତି । ବଜେଟ୍ ଉପରେ ଆଲୋଚନା ସହ ଅନେକ ଗୁରୁତ୍ୱପୂର୍ଣ୍ଣ ବିଲ୍ ପାରିତ କରିବାକୁ ସରକାର ଲକ୍ଷ୍ୟ ରଖିଛନ୍ତି । ଏହି ପରିପ୍ରେକ୍ଷୀରେ ସର୍ବଦଳୀୟ ବୈଠକ ଡକାଯାଇଛି । ପେଟ୍ରୋଲ ଓ ଡିଜେଲ ଦର ବୃଦ୍ଧି ପ୍ରତ୍ୟାହାର ଦାବିରେ ବିରୋଧୀ ଦଳ ଆନ୍ଦୋଳନର ଚେତାବନୀ ଦେଇଛନ୍ତି । ସରକାର ଆଲୋଚନା ମାଧ୍ୟମରେ ସମାଧାନ ବାହାର କରିବାକୁ ଚାହୁଁଛନ୍ତି ବୋଲି ସଂସଦୀୟ ବ୍ୟାପାର ମନ୍ତ୍ରୀ କହିଛନ୍ତି । ଓଡ଼ିଶାର ସାଂସଦମାନେ ରାଜ୍ୟର ବିଭିନ୍ନ ଦାବି ଉପରେ ଗୁରୁତ୍ୱ ଦେବାକୁ ନିଷ୍ପତ୍ତି ନେଇଛନ୍ତି । ବିଶେଷ ବର୍ଗ ରାଜ୍ୟ ମାନ୍ୟତା, ରେଳ ପ୍ରକଳ୍ପ ଓ ପୋଲାଭରମ ପ୍ରସଙ୍ଗ ସଂସଦରେ ଉଠାଇବେ । କେନ୍ଦ୍ର ସରକାର ରାଜ୍ୟ ପ୍ରତି ଅବହେଳା କରୁଥିବା ଅଭିଯୋଗ ସେମାନେ କରିଛନ୍ତି । ସମୟ ଅଭାବରୁ ଅନେକ ପ୍ରସଙ୍ଗ ଆଲୋଚନାରୁ ବାଦ ପଡ଼ିପାରେ ବୋଲି ଆଶଙ୍କା କରାଯାଉଛି । ସଂସଦର କାର୍ଯ୍ୟ ସୁରୁଖୁରୁରେ ଚାଲିବା ପାଇଁ ସମସ୍ତ ଦଳଙ୍କ ସହଯୋଗ ଲୋଡ଼ାଯାଇଛି । ବାଚସ୍ପତି ମଧ୍ୟ ସମସ୍ତ ସଦସ୍ୟଙ୍କୁ ଶୃଙ୍ଖଳା ରକ୍ଷା କରିବାକୁ ଆହ୍ୱାନ ଦେଇଛନ୍ତି । ଗତ ଅଧିବେଶନରେ ବାରମ୍ବାର ବାଧା ସୃଷ୍ଟି ହେତୁ ବହୁ ସମୟ ନଷ୍ଟ ହୋଇଥିଲା । ଏଥର ସେପରି ନ ହେଉ ବୋଲି ସମସ୍ତେ ଆଶା କରୁଛନ୍ତି । ଆର୍ଥିକ ସମୀକ୍ଷା ରିପୋର୍ଟ ଅନୁଯାୟୀ ଦେଶର ଅର୍ଥବ୍ୟବସ୍ଥା ପୁଣି ଗତି ଧରିଛି । କିନ୍ତୁ ଖାଦ୍ୟ ଦ୍ରବ୍ୟର ମୂଲ୍ୟବୃଦ୍ଧି ଚିନ୍ତାର କାରଣ ହୋଇଛି । କୃଷି କ୍ଷେତ୍ରରେ ଉତ୍ପାଦନ ବୃଦ୍ଧି ପାଇଁ ବିଶେଷ ଯୋଜନା ଘୋଷଣା ହୋଇପାରେ । ଗ୍ରାମୀଣ ବିକାଶ ଓ ନିଯୁକ୍ତି ଯୋଜନା ପାଇଁ ଅଧିକ ଅର୍ଥ ବ୍ୟବସ୍ଥା କରାଯିବ ବୋଲି ଜଣାପଡ଼ିଛି । [760,1294,1130,1560]
zodiac-list [1144,127,1481,681]
zodiac-text [1190,270,1481,310]
birthday-person: ପ୍ରାଚୀ ପରିବାରବର୍ଗ [202,52,280,162]
horoscope-box [1136,44,1489,1850]
mining-body: ଚଢ଼ାଉ ସମୟରେ ବହୁ ନଗଦ ଟଙ୍କା, ସୁନା ଅଳଙ୍କାର, ପିସ୍ତଲ, ମୋବାଇଲ ଫୋନ୍ ଓ ଜମି କାଗଜପତ୍ର ଜବତ ହୋଇଛି । ଅଭିଯୁକ୍ତ ଦୀର୍ଘ ଦିନ ଧରି ବେଆଇନ ଖଣି କାରବାର କରି ଅଗାଧ ସମ୍ପତ୍ତି ଅର୍ଜନ କରିଥିବା ଅଭିଯୋଗ ରହିଛି । ତାଙ୍କ ବିରୋଧରେ ସରକାରୀ ଜମି ଜବରଦଖଲ ଓ ରାଜସ୍ୱ ଫାଙ୍କି ଅଭିଯୋଗ ମଧ୍ୟ ରହିଛି । ଭିଜିଲାନ୍ସ ବିଭାଗ ତାଙ୍କ ବ୍ୟାଙ୍କ ଖାତା ଓ ଲକର ଯାଞ୍ଚ କରୁଛି । ୨୦୦୧ରୁ ୨୦୦୯ ମଧ୍ୟରେ ସେ ରାଜ୍ୟର ବିଭିନ୍ନ ସ୍ଥାନରେ ଅନେକ ଜମି ଓ ଘର କିଣିଥିବା ଜଣାପଡ଼ିଛି । [392,1479,746,1566]
